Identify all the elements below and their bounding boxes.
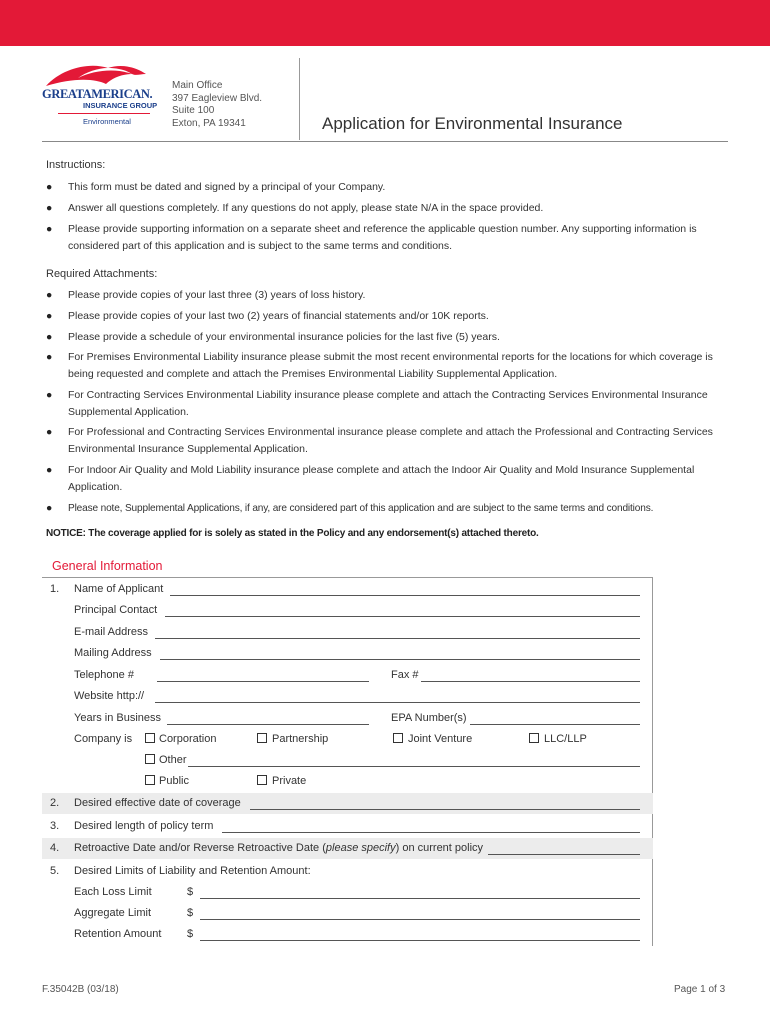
address-line: 397 Eagleview Blvd. — [172, 92, 263, 104]
question-number: 4. — [50, 842, 60, 854]
address-line: Exton, PA 19341 — [172, 117, 246, 129]
logo-subtext: INSURANCE GROUP — [83, 101, 158, 110]
question-number: 1. — [50, 583, 60, 595]
instructions-label: Instructions: — [46, 159, 106, 171]
company-logo — [42, 60, 158, 130]
years-in-business-label: Years in Business — [74, 712, 162, 724]
policy-term-field[interactable] — [222, 832, 640, 833]
question-number: 5. — [50, 865, 60, 877]
coverage-notice: NOTICE: The coverage applied for is solely as stated in the Policy and any endorsement(s) attached thereto. — [46, 528, 539, 539]
logo-wordmark: GREATAMERICAN. — [42, 87, 153, 101]
header-rule — [42, 141, 728, 142]
retroactive-label-emphasis: please specify — [325, 842, 396, 854]
company-type-label: Company is — [74, 733, 133, 745]
email-field[interactable] — [155, 638, 640, 639]
attachment-item: Please provide copies of your last three (3) years of loss history. — [68, 289, 366, 301]
logo-rule — [58, 113, 150, 114]
bullet-icon: ● — [46, 426, 53, 438]
each-loss-limit-label: Each Loss Limit — [74, 886, 152, 898]
corporation-checkbox[interactable] — [145, 733, 155, 743]
question-number: 3. — [50, 820, 60, 832]
bullet-icon: ● — [46, 289, 53, 301]
applicant-name-label: Name of Applicant — [74, 583, 164, 595]
effective-date-field[interactable] — [250, 809, 640, 810]
bullet-icon: ● — [46, 181, 53, 193]
address-line: Suite 100 — [172, 105, 215, 116]
header-divider — [299, 58, 300, 140]
office-address — [172, 80, 262, 130]
limits-label: Desired Limits of Liability and Retention Amount: — [74, 865, 311, 877]
principal-contact-field[interactable] — [165, 616, 640, 617]
fax-field[interactable] — [421, 681, 640, 682]
currency-symbol: $ — [187, 907, 194, 919]
attachments-label: Required Attachments: — [46, 268, 158, 280]
page-title: Application for Environmental Insurance — [322, 114, 623, 133]
form-number: F.35042B (03/18) — [42, 984, 119, 995]
website-label: Website http:// — [74, 690, 145, 702]
private-checkbox[interactable] — [257, 775, 267, 785]
applicant-name-field[interactable] — [170, 595, 640, 596]
logo-division: Environmental — [83, 117, 131, 126]
llc-label: LLC/LLP — [544, 733, 587, 745]
partnership-label: Partnership — [272, 733, 329, 745]
telephone-field[interactable] — [157, 681, 369, 682]
other-label: Other — [159, 754, 187, 766]
currency-symbol: $ — [187, 886, 194, 898]
partnership-checkbox[interactable] — [257, 733, 267, 743]
address-line: Main Office — [172, 80, 223, 91]
effective-date-label: Desired effective date of coverage — [74, 797, 241, 809]
corporation-label: Corporation — [159, 733, 217, 745]
attachment-item: Please provide copies of your last two (2) years of financial statements and/or 10K reports. — [68, 310, 489, 322]
attachment-item: Please provide a schedule of your environmental insurance policies for the last five (5) years. — [68, 331, 500, 343]
private-label: Private — [272, 775, 307, 787]
fax-label: Fax # — [391, 669, 419, 681]
each-loss-limit-field[interactable] — [200, 898, 640, 899]
other-field[interactable] — [188, 766, 640, 767]
instruction-item: Answer all questions completely. If any questions do not apply, please state N/A in the space provided. — [68, 202, 544, 214]
bullet-icon: ● — [46, 502, 53, 514]
joint-venture-checkbox[interactable] — [393, 733, 403, 743]
bullet-icon: ● — [46, 389, 53, 401]
mailing-address-label: Mailing Address — [74, 647, 152, 659]
principal-contact-label: Principal Contact — [74, 604, 158, 616]
attachment-item: For Premises Environmental Liability insurance please submit the most recent environmental reports for the locations for which coverage is being requested and complete and attach the Premises Environmental Liability Supplemental Application. — [68, 351, 713, 380]
bullet-icon: ● — [46, 331, 53, 343]
aggregate-limit-label: Aggregate Limit — [74, 907, 152, 919]
telephone-label: Telephone # — [74, 669, 134, 681]
instruction-item: This form must be dated and signed by a principal of your Company. — [68, 181, 386, 193]
attachment-item: For Professional and Contracting Services Environmental insurance please complete and attach the Professional and Contracting Services Environmental Insurance Supplemental Application. — [68, 426, 713, 455]
bullet-icon: ● — [46, 464, 53, 476]
bullet-icon: ● — [46, 310, 53, 322]
attachment-item: For Contracting Services Environmental Liability insurance please complete and attach the Contracting Services Environmental Insurance Supplemental Application. — [68, 389, 708, 418]
llc-checkbox[interactable] — [529, 733, 539, 743]
bullet-icon: ● — [46, 351, 53, 363]
currency-symbol: $ — [187, 928, 194, 940]
retroactive-date-field[interactable] — [488, 854, 640, 855]
retroactive-date-label — [74, 842, 483, 854]
retroactive-label-part: Retroactive Date and/or Reverse Retroactive Date ( — [74, 842, 326, 854]
attachment-item: For Indoor Air Quality and Mold Liability insurance please complete and attach the Indoor Air Quality and Mold Insurance Supplemental Application. — [68, 464, 695, 493]
top-color-bar — [0, 0, 770, 46]
aggregate-limit-field[interactable] — [200, 919, 640, 920]
epa-number-label: EPA Number(s) — [391, 712, 467, 724]
public-label: Public — [159, 775, 189, 787]
bullet-icon: ● — [46, 223, 53, 235]
bullet-icon: ● — [46, 202, 53, 214]
section-title: General Information — [52, 559, 163, 573]
page-number: Page 1 of 3 — [674, 984, 726, 995]
joint-venture-label: Joint Venture — [408, 733, 473, 745]
other-checkbox[interactable] — [145, 754, 155, 764]
epa-number-field[interactable] — [470, 724, 640, 725]
question-number: 2. — [50, 797, 60, 809]
retention-amount-label: Retention Amount — [74, 928, 162, 940]
instruction-item: Please provide supporting information on a separate sheet and reference the applicable question number. Any supporting information is considered part of this application and is subject to the same terms and conditions. — [68, 223, 697, 252]
website-field[interactable] — [155, 702, 640, 703]
years-in-business-field[interactable] — [167, 724, 369, 725]
attachment-item: Please note, Supplemental Applications, if any, are considered part of this application and are subject to the same terms and conditions. — [68, 503, 654, 514]
email-label: E-mail Address — [74, 626, 148, 638]
retention-amount-field[interactable] — [200, 940, 640, 941]
mailing-address-field[interactable] — [160, 659, 640, 660]
public-checkbox[interactable] — [145, 775, 155, 785]
policy-term-label: Desired length of policy term — [74, 820, 214, 832]
retroactive-label-part: ) on current policy — [395, 842, 484, 854]
